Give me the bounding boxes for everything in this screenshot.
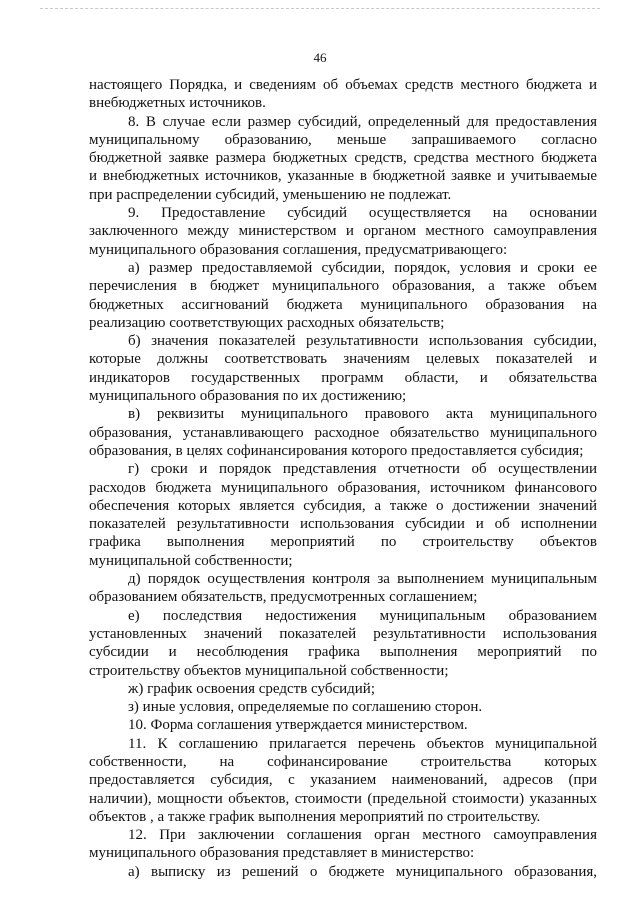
- text-line: 9. Предоставление субсидий осуществляется на основании: [128, 205, 597, 222]
- text-line: собственности, на софинансирование строительства которых: [89, 753, 597, 770]
- text-line: ж) график освоения средств субсидий;: [128, 680, 375, 697]
- text-line: а) размер предоставляемой субсидии, порядок, условия и сроки ее: [128, 259, 597, 276]
- text-line: настоящего Порядка, и сведениям об объемах средств местного бюджета и: [89, 77, 597, 93]
- text-line: а) выписку из решений о бюджете муниципального образования,: [128, 863, 597, 880]
- scan-edge-line: [40, 8, 600, 9]
- text-line: е) последствия недостижения муниципальным образованием: [128, 607, 597, 624]
- text-line: образования, в целях софинансирования которого предоставляется субсидия;: [89, 442, 584, 459]
- text-line: реализацию соответствующих расходных обязательств;: [89, 314, 445, 331]
- text-line: при распределении субсидий, уменьшению не подлежат.: [89, 186, 452, 203]
- text-line: образования, устанавливающего расходное обязательство муниципального: [89, 424, 597, 441]
- text-line: показателей результативности использования субсидии и об исполнении: [89, 516, 597, 533]
- document-body: [89, 76, 597, 881]
- text-line: и внебюджетных источников, указанные в бюджетной заявке и учитываемые: [89, 168, 597, 185]
- text-line: муниципальному образованию, меньше запрашиваемого согласно: [89, 131, 597, 148]
- text-line: д) порядок осуществления контроля за выполнением муниципальным: [128, 571, 597, 588]
- text-line: 10. Форма соглашения утверждается министерством.: [128, 717, 468, 734]
- text-line: г) сроки и порядок представления отчетности об осуществлении: [128, 461, 597, 478]
- text-line: заключенного между министерством и органом местного самоуправления: [89, 223, 597, 240]
- text-line: перечисления в бюджет муниципального образования, а также объем: [89, 278, 597, 295]
- text-line: бюджетной заявке размера бюджетных средств, средства местного бюджета: [89, 150, 597, 167]
- text-line: наличии), мощности объектов, стоимости (предельной стоимости) указанных: [89, 790, 597, 807]
- text-line: б) значения показателей результативности использования субсидии,: [128, 333, 597, 350]
- text-line: муниципального образования представляет в министерство:: [89, 845, 475, 862]
- text-line: образованием обязательств, предусмотренных соглашением;: [89, 589, 478, 606]
- text-line: з) иные условия, определяемые по соглашению сторон.: [128, 699, 483, 716]
- text-line: которые должны соответствовать значениям целевых показателей и: [89, 351, 597, 368]
- text-line: муниципального образования соглашения, предусматривающего:: [89, 241, 508, 258]
- text-line: муниципального образования по их достижению;: [89, 388, 407, 405]
- text-line: муниципальной собственности;: [89, 552, 293, 569]
- text-line: бюджетных ассигнований бюджета муниципального образования на: [89, 296, 597, 313]
- text-line: в) реквизиты муниципального правового акта муниципального: [128, 406, 597, 423]
- text-line: установленных значений показателей результативности использования: [89, 625, 597, 642]
- text-line: объектов , а также график выполнения мероприятий по строительству.: [89, 808, 541, 825]
- text-line: графика выполнения мероприятий по строительству объектов: [89, 534, 597, 551]
- text-line: расходов бюджета муниципального образования, источником финансового: [89, 479, 597, 496]
- text-line: строительству объектов муниципальной собственности;: [89, 662, 449, 679]
- text-line: субсидии и несоблюдения графика выполнения мероприятий по: [89, 644, 597, 661]
- text-line: 11. К соглашению прилагается перечень объектов муниципальной: [128, 735, 597, 752]
- text-line: 8. В случае если размер субсидий, определенный для предоставления: [128, 113, 597, 130]
- text-line: обеспечения которых является субсидия, а также о достижении значений: [89, 497, 597, 514]
- text-line: внебюджетных источников.: [89, 95, 266, 112]
- text-line: предоставляется субсидия, с указанием наименований, адресов (при: [89, 772, 597, 789]
- page-number: 46: [313, 50, 327, 65]
- text-line: 12. При заключении соглашения орган местного самоуправления: [128, 827, 597, 844]
- text-line: индикаторов государственных программ области, и обязательства: [89, 369, 597, 386]
